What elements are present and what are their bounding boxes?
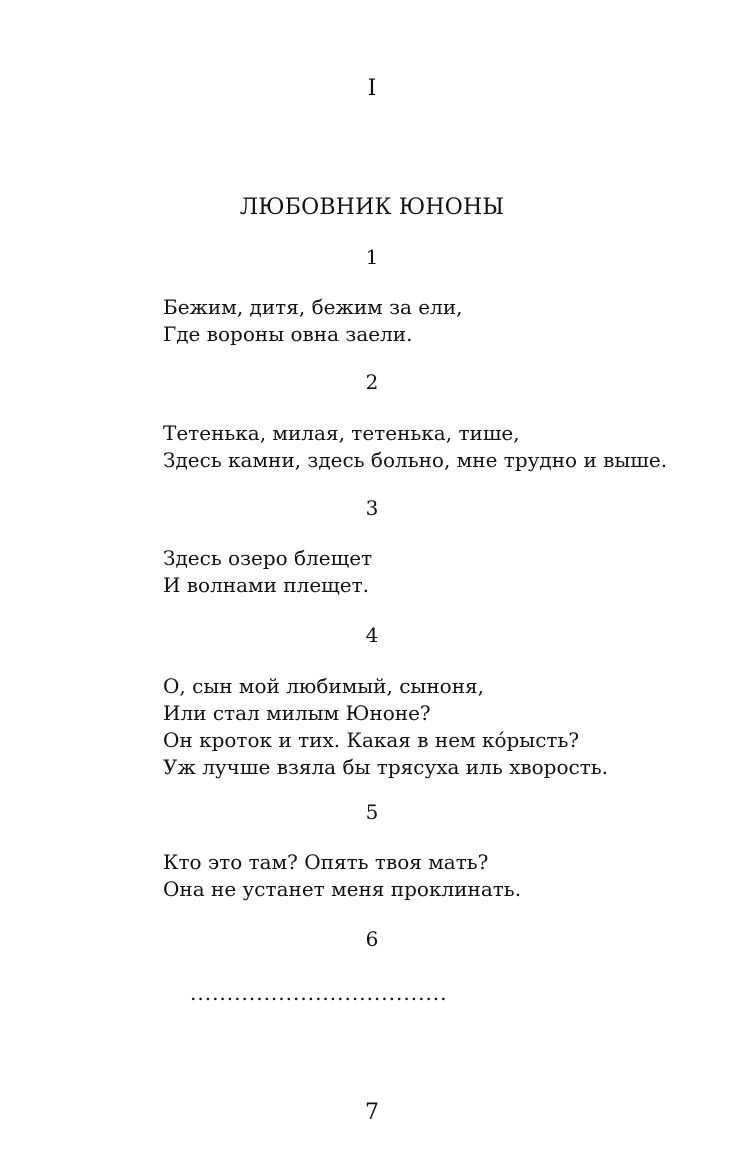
- stanza-2: [163, 420, 683, 474]
- verse-line: Бежим, дитя, бежим за ели,: [163, 295, 463, 319]
- poem-title: ЛЮБОВНИК ЮНОНЫ: [239, 195, 505, 220]
- verse-line: Он кроток и тих. Какая в нем ко́рысть?: [163, 728, 580, 752]
- verse-line: Здесь озеро блещет: [163, 546, 373, 570]
- verse-line: Или стал милым Юноне?: [163, 701, 431, 725]
- stanza-5: [163, 849, 683, 903]
- verse-line: О, сын мой любимый, сыноня,: [163, 674, 485, 698]
- verse-line: Здесь камни, здесь больно, мне трудно и выше.: [163, 448, 668, 472]
- stanza-number-4: 4: [365, 623, 379, 647]
- page-number: 7: [365, 1100, 379, 1125]
- verse-line: Она не устанет меня проклинать.: [163, 877, 522, 901]
- stanza-3: [163, 545, 683, 599]
- omitted-lines: ...................................: [190, 981, 448, 1005]
- verse-line: Уж лучше взяла бы трясуха иль хворость.: [163, 755, 609, 779]
- verse-line: Кто это там? Опять твоя мать?: [163, 850, 489, 874]
- part-number: I: [367, 76, 377, 101]
- stanza-number-2: 2: [365, 370, 379, 394]
- stanza-number-3: 3: [365, 496, 379, 520]
- stanza-number-1: 1: [365, 245, 379, 269]
- stanza-number-6: 6: [365, 927, 379, 951]
- stanza-number-5: 5: [365, 800, 379, 824]
- stanza-1: [163, 294, 683, 348]
- verse-line: И волнами плещет.: [163, 573, 370, 597]
- verse-line: Где вороны овна заели.: [163, 322, 413, 346]
- stanza-4: [163, 673, 683, 781]
- verse-line: Тетенька, милая, тетенька, тише,: [163, 421, 520, 445]
